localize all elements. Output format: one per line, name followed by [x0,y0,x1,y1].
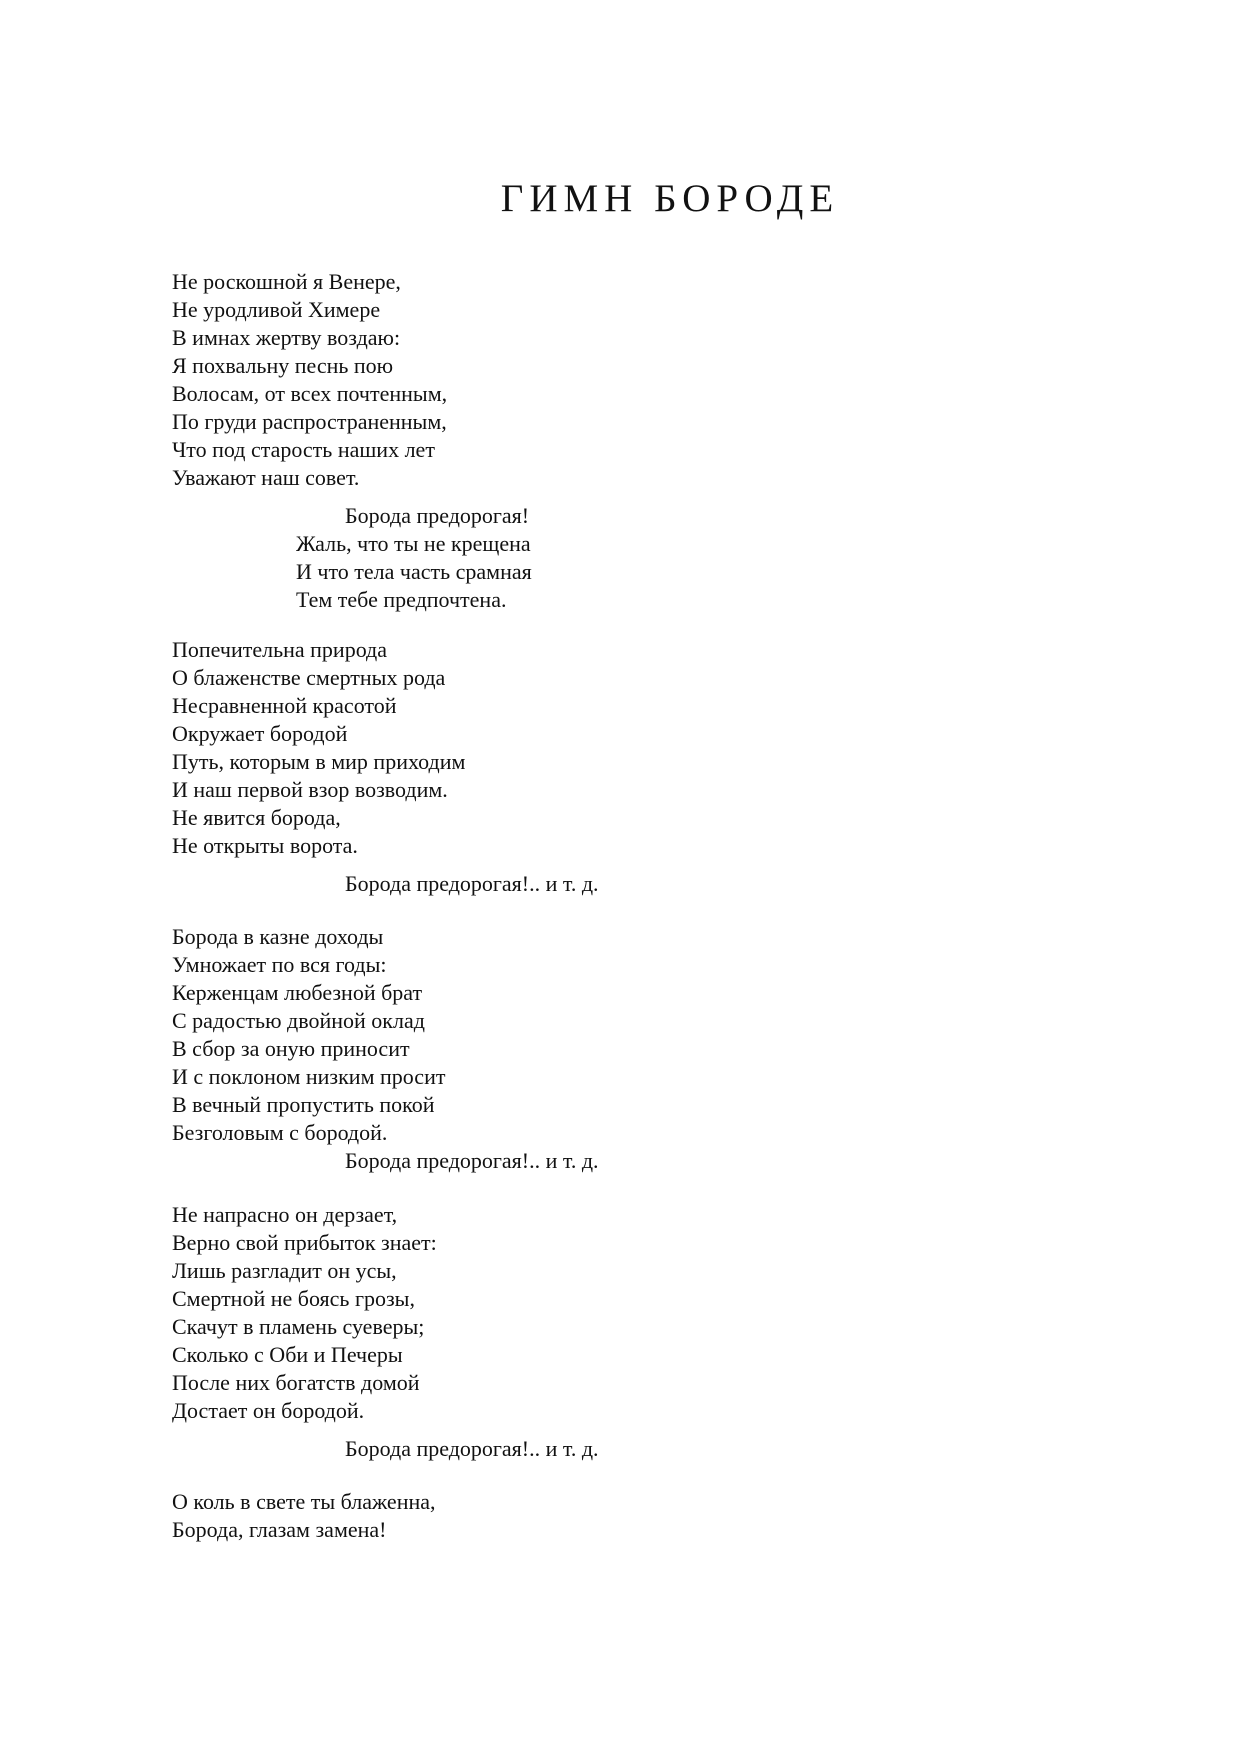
poem-line: Умножает по вся годы: [172,952,387,977]
poem-line: Попечительна природа [172,637,388,662]
poem-line: Я похвальну песнь пою [172,353,394,378]
poem-line: И наш первой взор возводим. [172,777,448,802]
poem-line: Керженцам любезной брат [172,980,423,1005]
poem-line: Не открыты ворота. [172,833,358,858]
stanza-5 [172,1488,436,1544]
poem-line: Окружает бородой [172,721,348,746]
poem-line: Не напрасно он дерзает, [172,1202,398,1227]
refrain-line: Тем тебе предпочтена. [296,587,507,612]
stanza-1 [172,268,447,492]
poem-line: Сколько с Оби и Печеры [172,1342,403,1367]
refrain-line: Борода предорогая! [345,503,530,528]
refrain-short-3 [172,1435,599,1463]
poem-line: Лишь разгладит он усы, [172,1258,397,1283]
refrain-line: Борода предорогая!.. и т. д. [345,1436,599,1461]
poem-line: Путь, которым в мир приходим [172,749,466,774]
refrain-line: Борода предорогая!.. и т. д. [345,871,599,896]
refrain-full [172,502,532,614]
poem-line: И с поклоном низким просит [172,1064,446,1089]
poem-line: Верно свой прибыток знает: [172,1230,437,1255]
poem-line: Не уродливой Химере [172,297,381,322]
poem-line: Борода, глазам замена! [172,1517,387,1542]
refrain-line: Жаль, что ты не крещена [296,531,531,556]
stanza-3 [172,923,599,1175]
poem-line: В вечный пропустить покой [172,1092,435,1117]
poem-line: Не явится борода, [172,805,341,830]
poem-line: Безголовым с бородой. [172,1120,388,1145]
stanza-4 [172,1201,437,1425]
poem-line: Смертной не боясь грозы, [172,1286,415,1311]
poem-line: Уважают наш совет. [172,465,360,490]
poem-line: Волосам, от всех почтенным, [172,381,448,406]
poem-line: По груди распространенным, [172,409,447,434]
poem-line: В сбор за оную приносит [172,1036,410,1061]
poem-line: После них богатств домой [172,1370,420,1395]
refrain-short-1 [172,870,599,898]
poem-line: О блаженстве смертных рода [172,665,446,690]
poem-line: О коль в свете ты блаженна, [172,1489,436,1514]
poem-line: Что под старость наших лет [172,437,435,462]
poem-line: Борода в казне доходы [172,924,384,949]
stanza-2 [172,636,465,860]
poem-line: Несравненной красотой [172,693,397,718]
poem-title: ГИМН БОРОДЕ [500,177,840,220]
refrain-line: И что тела часть срамная [296,559,532,584]
poem-line: С радостью двойной оклад [172,1008,425,1033]
refrain-line: Борода предорогая!.. и т. д. [345,1148,599,1173]
poem-line: Достает он бородой. [172,1398,365,1423]
poem-line: Скачут в пламень суеверы; [172,1314,425,1339]
poem-line: В имнах жертву воздаю: [172,325,401,350]
poem-line: Не роскошной я Венере, [172,269,401,294]
